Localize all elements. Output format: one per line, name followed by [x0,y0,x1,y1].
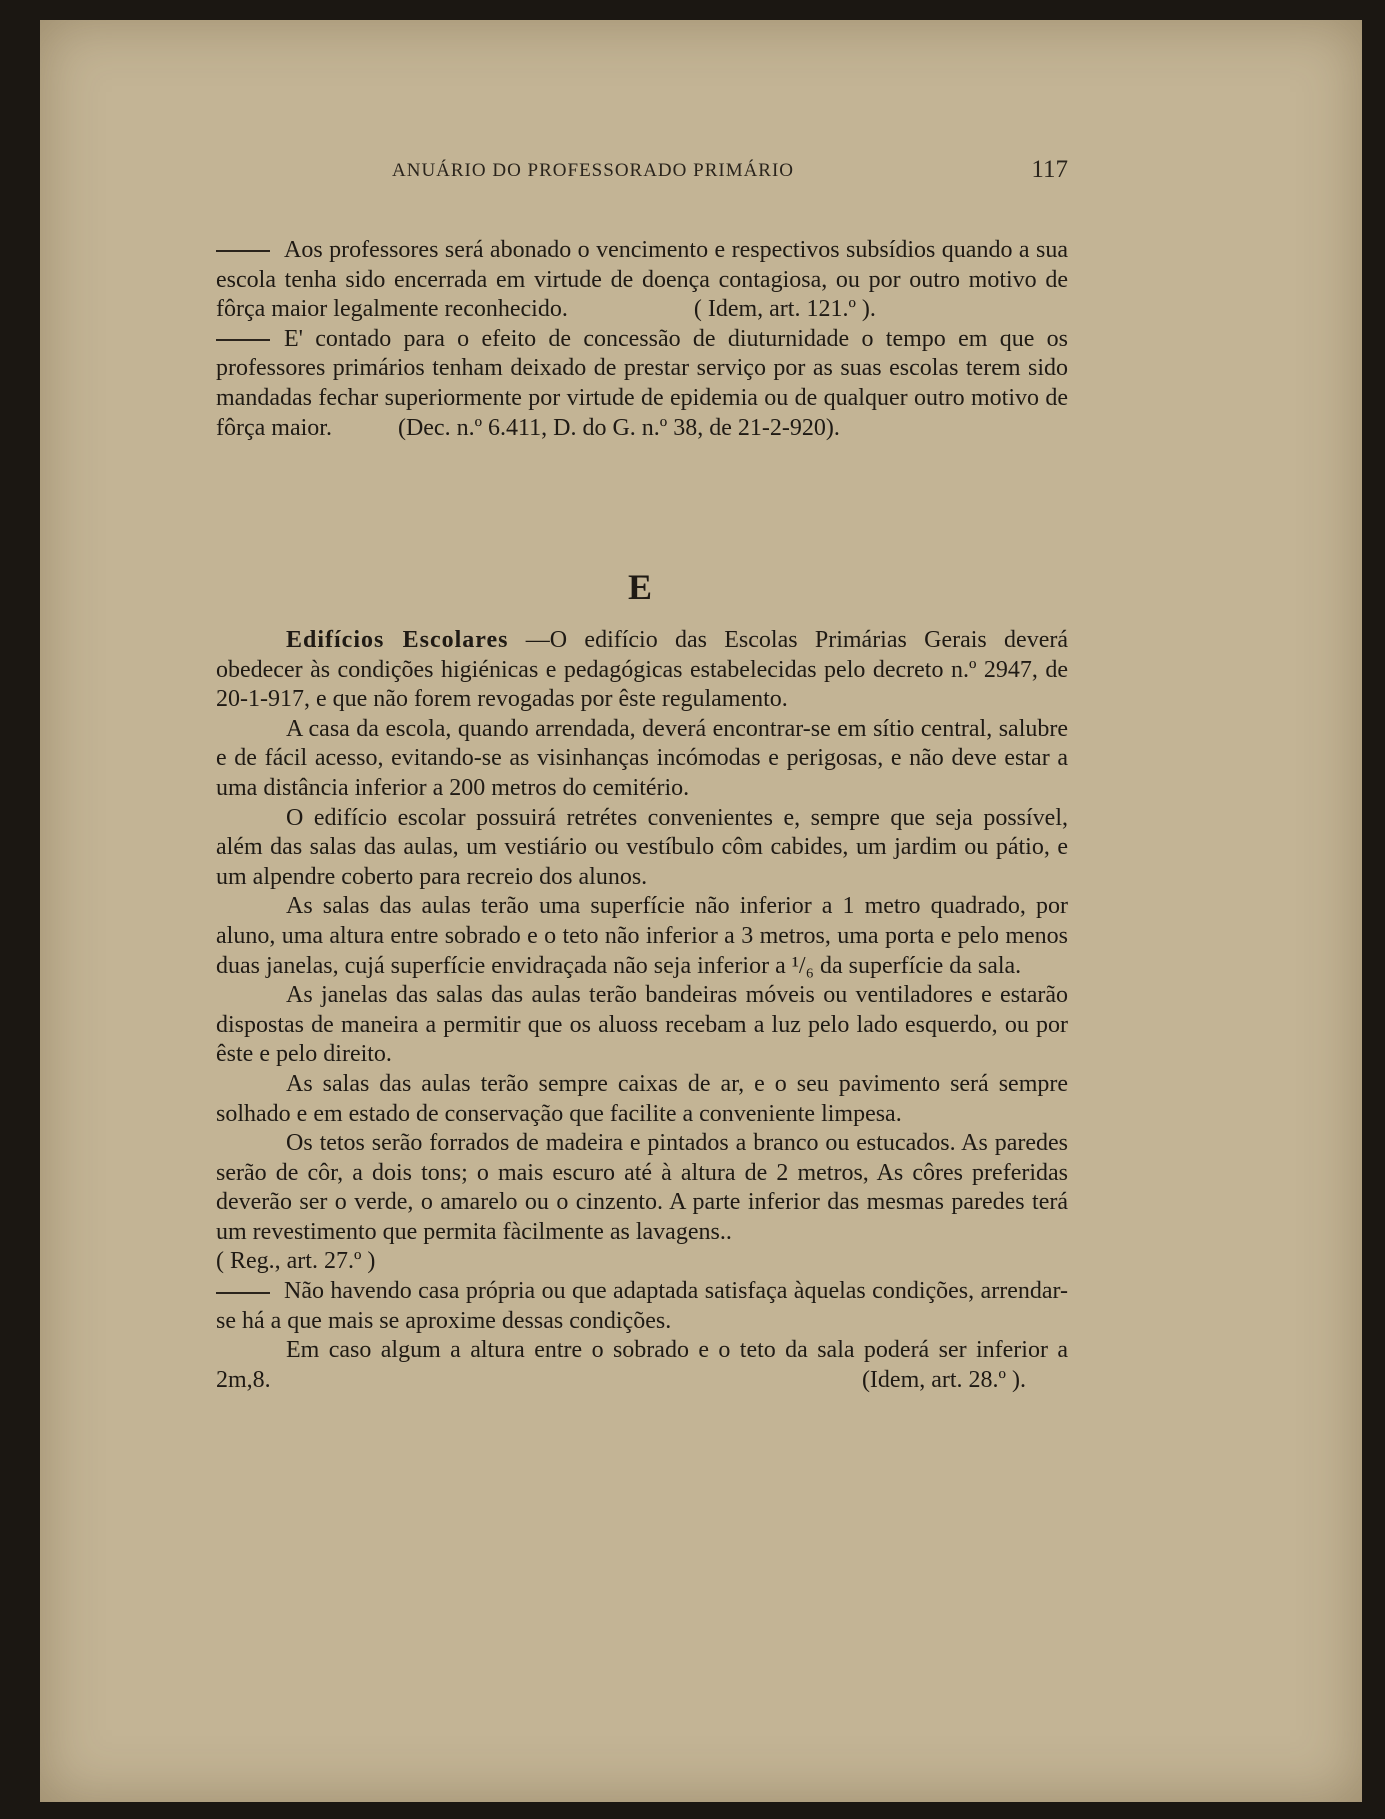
dash-rule [216,1292,270,1294]
header-title: ANUÁRIO DO PROFESSORADO PRIMÁRIO [392,160,795,181]
dash-rule [216,339,270,341]
paragraph-janelas: As janelas das salas das aulas terão bandeiras móveis ou ventiladores e estarão dispostas de maneira a permitir que os aluoss recebam a luz pelo lado esquerdo, ou por êste e pelo direito. [216,982,1068,1068]
top-block [216,236,1068,443]
citation-reg: ( Reg., art. 27.º ) [216,1248,376,1275]
paragraph-tetos: Os tetos serão forrados de madeira e pintados a branco ou estucados. As paredes serão de côr, a dois tons; o mais escuro até à altura de 2 metros, As côres preferidas deverão ser o verde, o amarelo ou o cinzento. A parte inferior das mesmas paredes terá um revestimento que permita fàcilmente as lavagens.. [216,1130,1068,1245]
section-letter: E [627,567,652,607]
section-heading: Edifícios Escolares [286,627,509,653]
paragraph-caso: Em caso algum a altura entre o sobrado e o teto da sala poderá ser inferior a 2m,8. (Idem, art. 28.º ). [216,1336,1068,1395]
section-block [216,626,1068,1395]
paragraph-nao-havendo: Não havendo casa própria ou que adaptada satisfaça àquelas condições, arrendar-se há a que mais se aproxime dessas condições. [216,1278,1068,1334]
paragraph-abono: Aos professores será abonado o vencimento e respectivos subsídios quando a sua escola tenha sido encerrada em virtude de doença contagiosa, ou por outro motivo de fôrça maior legalmente reconhecido. ( Idem, art. 121.º ). [216,236,1068,325]
paragraph-salas: As salas das aulas terão uma superfície não inferior a 1 metro quadrado, por aluno, uma altura entre sobrado e o teto não inferior a 3 metros, uma porta e pelo menos duas janelas, cujá superfície envidraçada não seja inferior a ¹/₆ da superfície da sala. [216,893,1068,979]
paragraph-casa: A casa da escola, quando arrendada, deverá encontrar-se em sítio central, salubre e de fácil acesso, evitando-se as visinhanças incómodas e perigosas, e não deve estar a uma distância inferior a 200 metros do cemitério. [216,715,1068,801]
page-number: 117 [1031,156,1068,183]
dash-rule [216,250,270,252]
citation: ( Idem, art. 121.º ). [693,296,876,323]
paragraph-edificio: O edifício escolar possuirá retrétes convenientes e, sempre que seja possível, além das salas das aulas, um vestiário ou vestíbulo côm cabides, um jardim ou pátio, e um alpendre coberto para recreio dos alunos. [216,804,1068,890]
citation: (Dec. n.º 6.411, D. do G. n.º 38, de 21-2-920). [397,414,840,441]
citation-idem: (Idem, art. 28.º ). [861,1366,1026,1393]
paragraph-diuturnidade: E' contado para o efeito de concessão de diuturnidade o tempo em que os professores primários tenham deixado de prestar serviço por as suas escolas terem sido mandadas fechar superiormente por virtude de epidemia ou de qualquer outro motivo de fôrça maior. (Dec. n.º 6.411, D. do G. n.º 38, de 21-2-920). [216,325,1068,443]
running-header [392,156,1068,186]
paragraph-caixas: As salas das aulas terão sempre caixas de ar, e o seu pavimento será sempre solhado e em estado de conservação que facilite a conveniente limpesa. [216,1070,1068,1127]
paragraph-intro: Edifícios Escolares —O edifício das Escolas Primárias Gerais deverá obedecer às condições higiénicas e pedagógicas estabelecidas pelo decreto n.º 2947, de 20-1-917, e que não forem revogadas por êste regulamento. [216,627,1068,713]
